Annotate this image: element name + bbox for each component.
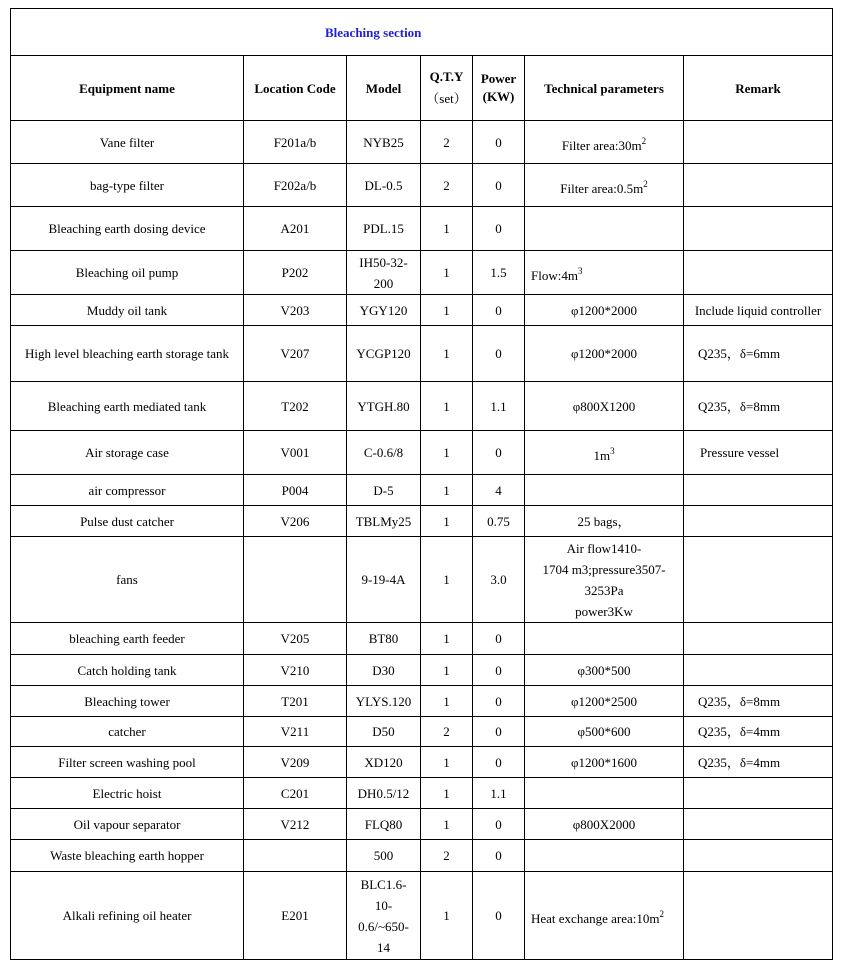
cell-model: BT80 xyxy=(347,623,421,655)
cell-power: 0 xyxy=(473,686,525,717)
tech-value-text: Flow:4m xyxy=(531,268,578,283)
cell-technical-parameters xyxy=(525,251,684,295)
cell-qty: 1 xyxy=(421,295,473,326)
cell-technical-parameters: φ300*500 xyxy=(525,655,684,686)
cell-power: 0.75 xyxy=(473,506,525,537)
cell-equipment-name: fans xyxy=(11,537,244,623)
cell-power: 0 xyxy=(473,840,525,872)
cell-remark xyxy=(684,207,833,251)
table-row xyxy=(11,537,833,623)
tech-value-superscript: 3 xyxy=(577,266,583,276)
header-model: Model xyxy=(347,56,421,121)
cell-model-line: IH50-32- xyxy=(359,254,408,270)
cell-qty: 1 xyxy=(421,686,473,717)
cell-location-code: F202a/b xyxy=(244,164,347,207)
cell-remark: Include liquid controller xyxy=(684,295,833,326)
cell-qty: 1 xyxy=(421,475,473,506)
tech-value xyxy=(560,178,648,196)
header-qty-label: Q.T.Y xyxy=(429,69,464,84)
cell-power: 1.5 xyxy=(473,251,525,295)
cell-technical-parameters: φ800X1200 xyxy=(525,382,684,431)
cell-remark xyxy=(684,840,833,872)
cell-location-code xyxy=(244,537,347,623)
cell-location-code: E201 xyxy=(244,872,347,960)
cell-location-code: P004 xyxy=(244,475,347,506)
cell-model: XD120 xyxy=(347,747,421,778)
cell-location-code: V001 xyxy=(244,431,347,475)
tech-value-superscript: 3 xyxy=(610,446,615,456)
cell-equipment-name: Bleaching oil pump xyxy=(11,251,244,295)
cell-technical-parameters xyxy=(525,623,684,655)
cell-remark xyxy=(684,655,833,686)
cell-remark xyxy=(684,164,833,207)
cell-equipment-name: Filter screen washing pool xyxy=(11,747,244,778)
cell-power: 0 xyxy=(473,747,525,778)
cell-qty: 1 xyxy=(421,623,473,655)
table-row xyxy=(11,382,833,431)
cell-model: YCGP120 xyxy=(347,326,421,382)
cell-model: C-0.6/8 xyxy=(347,431,421,475)
tech-value-text: 1m xyxy=(593,448,611,463)
cell-power: 1.1 xyxy=(473,382,525,431)
cell-technical-parameters-line: 3253Pa xyxy=(584,582,624,598)
header-location-code: Location Code xyxy=(244,56,347,121)
cell-technical-parameters-line: power3Kw xyxy=(575,603,633,619)
cell-location-code: C201 xyxy=(244,778,347,809)
cell-location-code: V205 xyxy=(244,623,347,655)
header-power xyxy=(473,56,525,121)
cell-model: 9-19-4A xyxy=(347,537,421,623)
cell-location-code: V207 xyxy=(244,326,347,382)
table-row xyxy=(11,326,833,382)
cell-model-line: BLC1.6- xyxy=(360,876,407,892)
tech-value xyxy=(531,911,664,926)
cell-power: 0 xyxy=(473,207,525,251)
cell-equipment-name: Air storage case xyxy=(11,431,244,475)
cell-model: DL-0.5 xyxy=(347,164,421,207)
cell-qty: 1 xyxy=(421,326,473,382)
tech-value xyxy=(593,448,614,463)
cell-technical-parameters: 25 bags， xyxy=(525,506,684,537)
cell-remark xyxy=(684,475,833,506)
cell-equipment-name: bleaching earth feeder xyxy=(11,623,244,655)
cell-remark xyxy=(684,506,833,537)
cell-model: TBLMy25 xyxy=(347,506,421,537)
cell-power: 4 xyxy=(473,475,525,506)
cell-power: 0 xyxy=(473,717,525,747)
table-row xyxy=(11,295,833,326)
table-body xyxy=(11,121,833,960)
table-row xyxy=(11,778,833,809)
table-row xyxy=(11,872,833,960)
cell-technical-parameters xyxy=(525,121,684,164)
table-row xyxy=(11,506,833,537)
cell-remark: Q235，δ=8mm xyxy=(684,382,833,431)
cell-location-code: V210 xyxy=(244,655,347,686)
table-row xyxy=(11,251,833,295)
cell-location-code: P202 xyxy=(244,251,347,295)
tech-value-superscript: 2 xyxy=(641,135,647,146)
cell-qty: 1 xyxy=(421,382,473,431)
cell-model-line: 14 xyxy=(377,939,390,955)
cell-technical-parameters: φ1200*2000 xyxy=(525,295,684,326)
cell-qty: 2 xyxy=(421,840,473,872)
tech-value xyxy=(531,268,582,283)
cell-power: 0 xyxy=(473,326,525,382)
cell-equipment-name: Electric hoist xyxy=(11,778,244,809)
header-equipment-name: Equipment name xyxy=(11,56,244,121)
table-row xyxy=(11,164,833,207)
cell-technical-parameters xyxy=(525,431,684,475)
cell-power: 0 xyxy=(473,809,525,840)
table-row xyxy=(11,686,833,717)
cell-equipment-name: catcher xyxy=(11,717,244,747)
tech-value-superscript: 2 xyxy=(659,909,664,919)
cell-location-code: T202 xyxy=(244,382,347,431)
cell-equipment-name: Bleaching earth dosing device xyxy=(11,207,244,251)
cell-model: D30 xyxy=(347,655,421,686)
cell-location-code: V211 xyxy=(244,717,347,747)
tech-value xyxy=(561,135,647,153)
tech-value-text: Filter area:0.5m xyxy=(560,180,644,196)
cell-remark: Q235，δ=4mm xyxy=(684,747,833,778)
cell-equipment-name: Alkali refining oil heater xyxy=(11,872,244,960)
cell-qty: 1 xyxy=(421,207,473,251)
cell-power: 0 xyxy=(473,872,525,960)
cell-location-code: F201a/b xyxy=(244,121,347,164)
cell-location-code: V212 xyxy=(244,809,347,840)
cell-model: YLYS.120 xyxy=(347,686,421,717)
cell-qty: 1 xyxy=(421,872,473,960)
cell-equipment-name: Vane filter xyxy=(11,121,244,164)
cell-remark: Pressure vessel xyxy=(684,431,833,475)
cell-equipment-name: Waste bleaching earth hopper xyxy=(11,840,244,872)
cell-equipment-name: Pulse dust catcher xyxy=(11,506,244,537)
cell-qty: 2 xyxy=(421,717,473,747)
table-row xyxy=(11,431,833,475)
cell-model: YTGH.80 xyxy=(347,382,421,431)
cell-remark xyxy=(684,778,833,809)
cell-power: 0 xyxy=(473,295,525,326)
cell-remark xyxy=(684,623,833,655)
table-row xyxy=(11,475,833,506)
cell-location-code: A201 xyxy=(244,207,347,251)
cell-remark xyxy=(684,537,833,623)
cell-model: D-5 xyxy=(347,475,421,506)
cell-remark xyxy=(684,809,833,840)
cell-qty: 1 xyxy=(421,506,473,537)
cell-power: 0 xyxy=(473,431,525,475)
tech-value-superscript: 2 xyxy=(643,178,648,189)
cell-location-code xyxy=(244,840,347,872)
header-remark: Remark xyxy=(684,56,833,121)
equipment-table xyxy=(10,8,833,960)
cell-remark: Q235，δ=8mm xyxy=(684,686,833,717)
cell-technical-parameters-line: 1704 m3;pressure3507- xyxy=(542,561,666,577)
cell-technical-parameters: φ1200*1600 xyxy=(525,747,684,778)
tech-value-text: Heat exchange area:10m xyxy=(531,911,660,926)
cell-model: YGY120 xyxy=(347,295,421,326)
cell-remark: Q235，δ=6mm xyxy=(684,326,833,382)
cell-technical-parameters: φ500*600 xyxy=(525,717,684,747)
cell-technical-parameters xyxy=(525,872,684,960)
cell-equipment-name: bag-type filter xyxy=(11,164,244,207)
cell-equipment-name: Bleaching earth mediated tank xyxy=(11,382,244,431)
cell-technical-parameters: φ1200*2500 xyxy=(525,686,684,717)
cell-technical-parameters-line: Air flow1410- xyxy=(566,540,642,556)
cell-qty: 2 xyxy=(421,121,473,164)
cell-qty: 1 xyxy=(421,747,473,778)
cell-technical-parameters xyxy=(525,840,684,872)
table-row xyxy=(11,207,833,251)
cell-equipment-name: High level bleaching earth storage tank xyxy=(11,326,244,382)
cell-power: 1.1 xyxy=(473,778,525,809)
cell-technical-parameters: φ800X2000 xyxy=(525,809,684,840)
cell-model: NYB25 xyxy=(347,121,421,164)
table-row xyxy=(11,655,833,686)
cell-power: 0 xyxy=(473,623,525,655)
cell-model: PDL.15 xyxy=(347,207,421,251)
cell-remark: Q235，δ=4mm xyxy=(684,717,833,747)
table-row xyxy=(11,121,833,164)
cell-qty: 1 xyxy=(421,431,473,475)
cell-location-code: T201 xyxy=(244,686,347,717)
cell-model: DH0.5/12 xyxy=(347,778,421,809)
cell-model: D50 xyxy=(347,717,421,747)
cell-model-line: 10- xyxy=(374,897,393,913)
cell-qty: 1 xyxy=(421,251,473,295)
cell-model: 500 xyxy=(347,840,421,872)
cell-technical-parameters xyxy=(525,537,684,623)
cell-remark xyxy=(684,121,833,164)
cell-equipment-name: Oil vapour separator xyxy=(11,809,244,840)
cell-remark xyxy=(684,251,833,295)
cell-model-line: 0.6/~650- xyxy=(358,918,409,934)
table-row xyxy=(11,623,833,655)
cell-model: FLQ80 xyxy=(347,809,421,840)
cell-model-line: 200 xyxy=(373,275,394,291)
cell-equipment-name: Catch holding tank xyxy=(11,655,244,686)
cell-qty: 1 xyxy=(421,809,473,840)
cell-qty: 1 xyxy=(421,537,473,623)
cell-equipment-name: Bleaching tower xyxy=(11,686,244,717)
cell-model xyxy=(347,872,421,960)
section-title: Bleaching section xyxy=(11,9,833,56)
cell-location-code: V206 xyxy=(244,506,347,537)
header-power-label: Power xyxy=(480,71,517,86)
header-qty xyxy=(421,56,473,121)
header-technical-parameters: Technical parameters xyxy=(525,56,684,121)
cell-technical-parameters: φ1200*2000 xyxy=(525,326,684,382)
cell-qty: 2 xyxy=(421,164,473,207)
cell-location-code: V209 xyxy=(244,747,347,778)
cell-technical-parameters xyxy=(525,207,684,251)
cell-location-code: V203 xyxy=(244,295,347,326)
cell-technical-parameters xyxy=(525,778,684,809)
cell-qty: 1 xyxy=(421,778,473,809)
cell-power: 3.0 xyxy=(473,537,525,623)
cell-technical-parameters xyxy=(525,475,684,506)
header-qty-unit: （set） xyxy=(426,91,467,106)
table-row xyxy=(11,840,833,872)
cell-equipment-name: air compressor xyxy=(11,475,244,506)
table-row xyxy=(11,717,833,747)
table-row xyxy=(11,809,833,840)
cell-power: 0 xyxy=(473,121,525,164)
cell-power: 0 xyxy=(473,164,525,207)
cell-model xyxy=(347,251,421,295)
tech-value-text: Filter area:30m xyxy=(561,137,642,153)
table-row xyxy=(11,747,833,778)
cell-power: 0 xyxy=(473,655,525,686)
cell-qty: 1 xyxy=(421,655,473,686)
cell-equipment-name: Muddy oil tank xyxy=(11,295,244,326)
cell-technical-parameters xyxy=(525,164,684,207)
header-power-unit: (KW) xyxy=(482,89,515,104)
cell-remark xyxy=(684,872,833,960)
